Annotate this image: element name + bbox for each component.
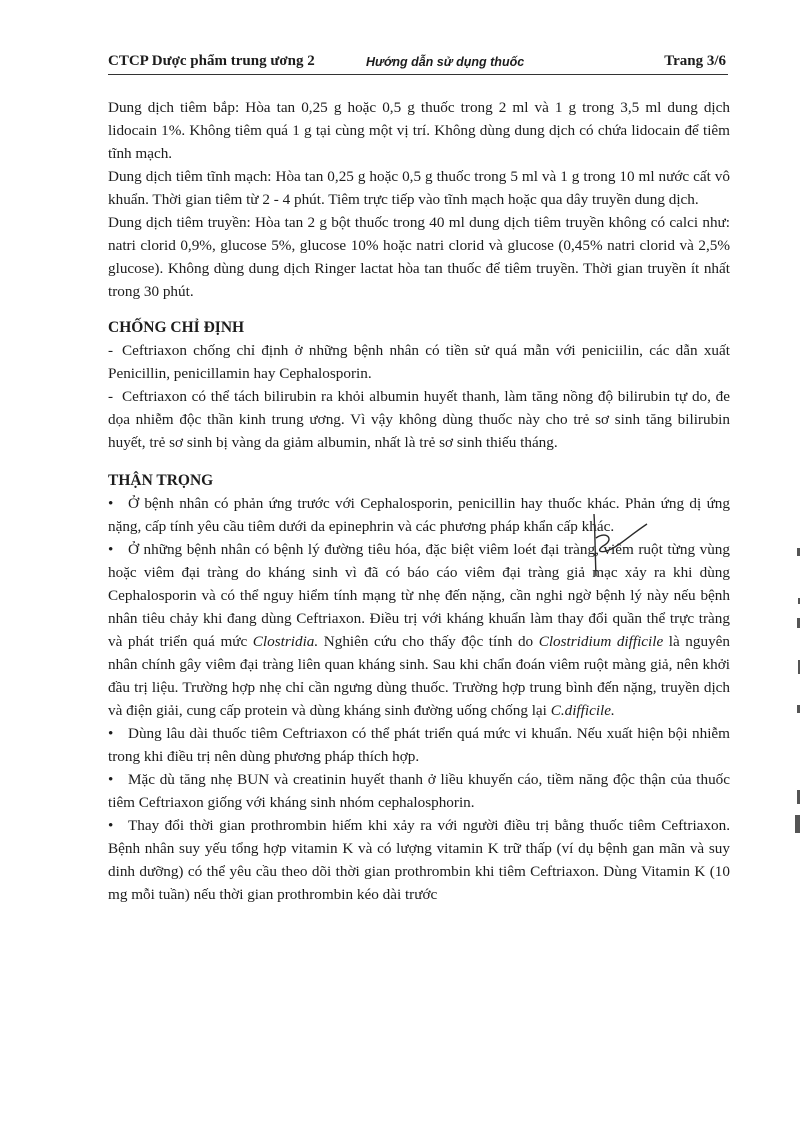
dash-marker: - bbox=[108, 342, 114, 359]
dash-marker: - bbox=[108, 388, 114, 405]
organism-name: Clostridium difficile bbox=[538, 633, 664, 650]
bullet-marker: • bbox=[108, 771, 114, 788]
page-number: Trang 3/6 bbox=[664, 53, 726, 69]
precaution-text: Ở bệnh nhân có phản ứng trước với Cephalosporin, penicillin hay thuốc khác. Phản ứng dị ứng nặng, cấp tính yêu cầu tiêm dưới da epinephrin và các phương pháp khẩn cấp khác. bbox=[108, 495, 730, 535]
precaution-text: Mặc dù tăng nhẹ BUN và creatinin huyết thanh ở liều khuyến cáo, tiềm năng độc thận của thuốc tiêm Ceftriaxon giống với kháng sinh nhóm cephalosphorin. bbox=[108, 771, 730, 811]
precautions-heading: THẬN TRỌNG bbox=[108, 472, 214, 489]
precaution-text: là nguyên nhân chính gây viêm đại tràng liên quan kháng sinh. Sau khi chẩn đoán viêm ruột màng giả, nên khởi đầu trị liệu. Trường hợp nhẹ chỉ cần ngưng dùng thuốc. Trường hợp trung bình đến nặng, truyền dịch và điện giải, cung cấp protein và dùng kháng sinh đường uống chống lại bbox=[108, 633, 731, 719]
page-body bbox=[108, 96, 730, 906]
precaution-text: Nghiên cứu cho thấy độc tính do bbox=[318, 633, 539, 650]
contraindication-item bbox=[108, 339, 730, 385]
contraindication-text: Ceftriaxon chống chỉ định ở những bệnh nhân có tiền sử quá mẫn với peniciilin, các dẫn xuất Penicillin, penicillamin hay Cephalosporin. bbox=[108, 342, 730, 382]
bullet-marker: • bbox=[108, 725, 114, 742]
infusion-paragraph: Dung dịch tiêm truyền: Hòa tan 2 g bột thuốc trong 40 ml dung dịch tiêm truyền không có calci như: natri clorid 0,9%, glucose 5%, glucose 10% hoặc natri clorid và glucose (0,45% natri clorid và 2,5% glucose). Không dùng dung dịch Ringer lactat hòa tan thuốc để tiêm truyền. Thời gian truyền ít nhất trong 30 phút. bbox=[108, 214, 730, 300]
precaution-item bbox=[108, 814, 730, 906]
precaution-item bbox=[108, 722, 730, 768]
precaution-item bbox=[108, 492, 730, 538]
precaution-text: Thay đổi thời gian prothrombin hiếm khi xảy ra với người điều trị bằng thuốc tiêm Ceftriaxon. Bệnh nhân suy yếu tổng hợp vitamin K và có lượng vitamin K trữ thấp (ví dụ bệnh gan mãn và suy dinh dưỡng) có thể yêu cầu theo dõi thời gian prothrombin khi tiêm Ceftriaxon. Dùng Vitamin K (10 mg mỗi tuần) nếu thời gian prothrombin kéo dài trước bbox=[108, 817, 730, 903]
organism-name: C.difficile. bbox=[550, 702, 615, 719]
precaution-item bbox=[108, 538, 730, 722]
contraindication-text: Ceftriaxon có thể tách bilirubin ra khỏi albumin huyết thanh, làm tăng nồng độ bilirubin tự do, đe dọa nhiễm độc thần kinh trung ương. Vì vậy không dùng thuốc này cho trẻ sơ sinh tăng bilirubin huyết, trẻ sơ sinh bị vàng da giảm albumin, nhất là trẻ sơ sinh thiếu tháng. bbox=[108, 388, 730, 451]
precaution-text: Dùng lâu dài thuốc tiêm Ceftriaxon có thể phát triển quá mức vi khuẩn. Nếu xuất hiện bội nhiễm trong khi điều trị nên dùng phương pháp thích hợp. bbox=[108, 725, 730, 765]
bullet-marker: • bbox=[108, 495, 114, 512]
precaution-item bbox=[108, 768, 730, 814]
iv-injection-paragraph: Dung dịch tiêm tĩnh mạch: Hòa tan 0,25 g hoặc 0,5 g thuốc trong 5 ml và 1 g trong 10 ml nước cất vô khuẩn. Thời gian tiêm từ 2 - 4 phút. Tiêm trực tiếp vào tĩnh mạch hoặc qua dây truyền dung dịch. bbox=[108, 168, 730, 208]
im-injection-paragraph: Dung dịch tiêm bắp: Hòa tan 0,25 g hoặc 0,5 g thuốc trong 2 ml và 1 g trong 3,5 ml dung dịch lidocain 1%. Không tiêm quá 1 g tại cùng một vị trí. Không dùng dung dịch có chứa lidocain để tiêm tĩnh mạch. bbox=[108, 99, 730, 162]
organism-name: Clostridia. bbox=[252, 633, 319, 650]
precaution-text: Ở những bệnh nhân có bệnh lý đường tiêu hóa, đặc biệt viêm loét đại tràng, viêm ruột từng vùng hoặc viêm đại tràng do kháng sinh vì đã có báo cáo viêm đại tràng giả mạc xảy ra khi dùng Cephalosporin và có thể nguy hiểm tính mạng từ nhẹ đến nặng, cần nghi ngờ bệnh lý này nếu bệnh nhân tiêu chảy khi đang dùng Ceftriaxon. Điều trị với kháng khuẩn làm thay đổi quần thể trực tràng và phát triển quá mức bbox=[108, 541, 730, 650]
document-title: Hướng dẫn sử dụng thuốc bbox=[366, 55, 525, 69]
bullet-marker: • bbox=[108, 817, 114, 834]
page-header bbox=[108, 52, 728, 75]
contraindications-heading: CHỐNG CHỈ ĐỊNH bbox=[108, 319, 245, 336]
edge-mark bbox=[795, 815, 800, 833]
bullet-marker: • bbox=[108, 541, 114, 558]
company-name: CTCP Dược phẩm trung ương 2 bbox=[108, 53, 315, 69]
contraindication-item bbox=[108, 385, 730, 454]
